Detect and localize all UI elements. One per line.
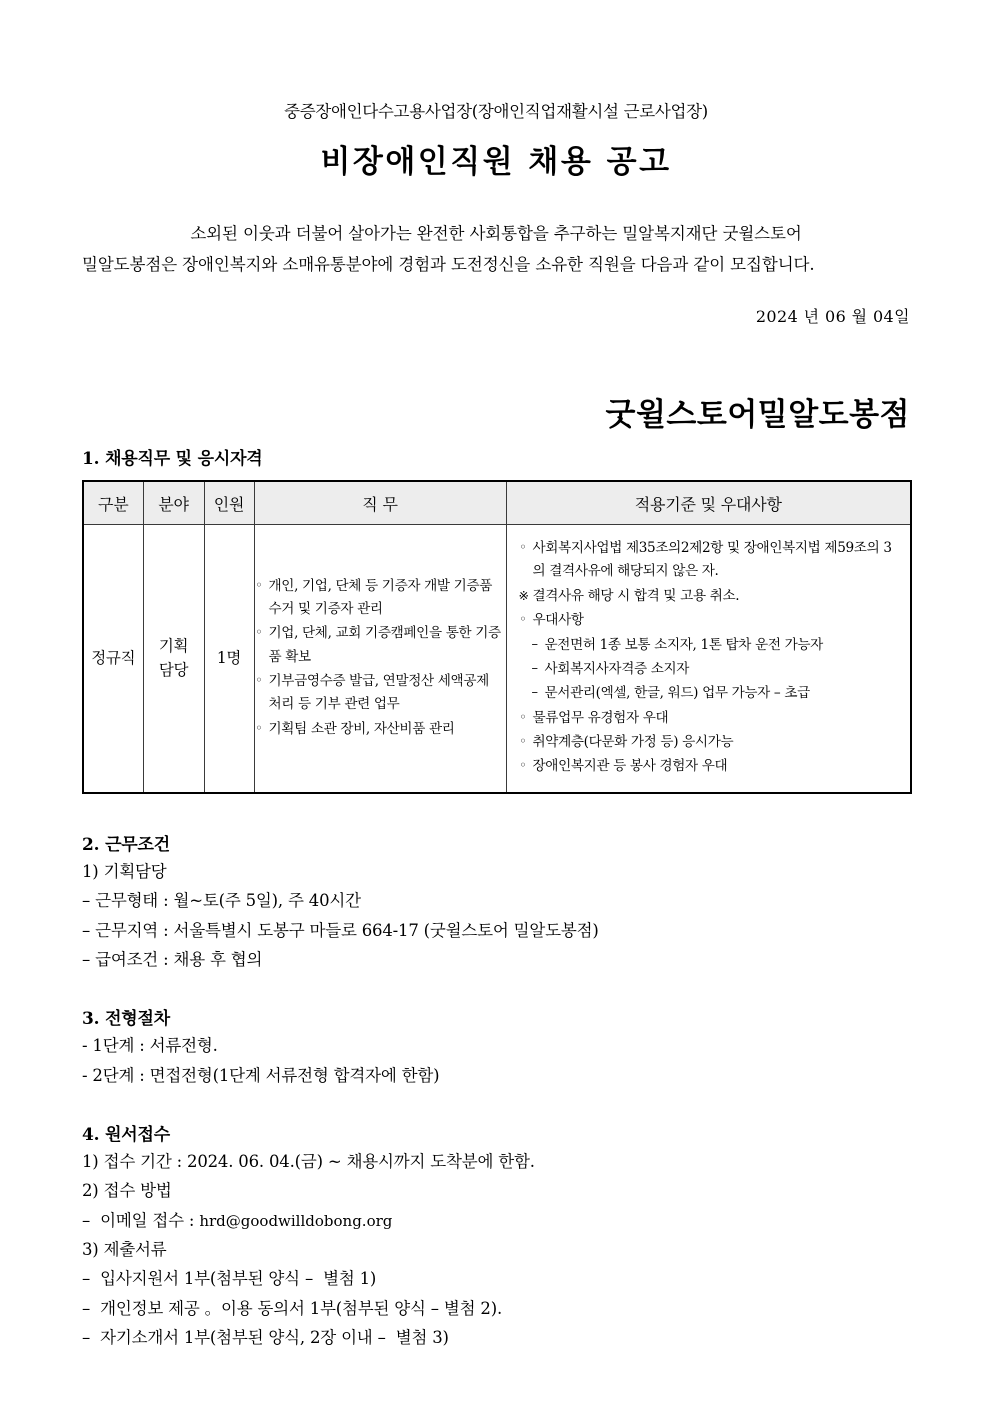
cell-duties	[254, 525, 506, 793]
section-3-title: 전형절차	[105, 1009, 170, 1030]
intro-line-1: 소외된 이웃과 더불어 살아가는 완전한 사회통합을 추구하는 밀알복지재단 굿윌스토어	[190, 224, 802, 243]
column-header-bunya: 분야	[143, 481, 204, 525]
criteria-item: ◦ 사회복지사업법 제35조의2제2항 및 장애인복지법 제59조의 3의 결격사유에 해당되지 않은 자.	[519, 537, 903, 584]
table-row	[83, 525, 911, 793]
required-documents-label: 3) 제출서류	[82, 1240, 167, 1260]
table-header-row	[83, 481, 911, 525]
section-4-body	[82, 1145, 910, 1353]
cell-headcount: 1명	[204, 525, 254, 793]
spacer	[82, 974, 910, 994]
document-item-line: – 자기소개서 1부(첨부된 양식, 2장 이내 – 별첨 3)	[82, 1328, 449, 1348]
cell-employment-type: 정규직	[83, 525, 143, 793]
intro-paragraph	[82, 181, 910, 280]
work-condition-line: 1) 기획담당	[82, 861, 167, 881]
work-condition-line: – 근무형태 : 월~토(주 5일), 주 40시간	[82, 891, 361, 911]
criteria-item: – 문서관리(엑셀, 한글, 워드) 업무 가능자 – 초급	[519, 682, 903, 705]
column-header-gijun: 적용기준 및 우대사항	[506, 481, 911, 525]
section-1-title: 채용직무 및 응시자격	[105, 449, 263, 470]
section-2-heading	[82, 820, 910, 855]
section-3-number: 3.	[82, 1009, 100, 1030]
document-item-line: – 개인정보 제공 。이용 동의서 1부(첨부된 양식 – 별첨 2).	[82, 1298, 503, 1318]
selection-step-line: - 1단계 : 서류전형.	[82, 1036, 218, 1056]
selection-step-line: - 2단계 : 면접전형(1단계 서류전형 합격자에 한함)	[82, 1065, 440, 1085]
criteria-item: – 운전면허 1종 보통 소지자, 1톤 탑차 운전 가능자	[519, 634, 903, 657]
criteria-item: ◦ 물류업무 유경험자 우대	[519, 707, 903, 730]
document-item-line: – 입사지원서 1부(첨부된 양식 – 별첨 1)	[82, 1269, 377, 1289]
work-condition-line: – 근무지역 : 서울특별시 도봉구 마들로 664-17 (굿윌스토어 밀알도봉점)	[82, 920, 599, 940]
criteria-item: ※ 결격사유 해당 시 합격 및 고용 취소.	[519, 585, 903, 608]
criteria-item: ◦ 우대사항	[519, 609, 903, 632]
posting-date: 2024 년 06 월 04일	[755, 307, 910, 327]
application-period: 1) 접수 기간 : 2024. 06. 04.(금) ~ 채용시까지 도착분에 한함.	[82, 1151, 535, 1171]
duty-item: ◦ 기부금영수증 발급, 연말정산 세액공제 처리 등 기부 관련 업무	[255, 670, 506, 717]
section-3-body	[82, 1029, 910, 1090]
section-1-number: 1.	[82, 449, 100, 470]
section-4-title: 원서접수	[105, 1124, 170, 1145]
work-condition-line: – 급여조건 : 채용 후 협의	[82, 949, 263, 969]
column-header-inwon: 인원	[204, 481, 254, 525]
spacer	[82, 1090, 910, 1110]
email-label: – 이메일 접수 :	[82, 1210, 200, 1230]
section-3-heading	[82, 994, 910, 1029]
email-address[interactable]: hrd@goodwilldobong.org	[199, 1211, 393, 1230]
application-method-label: 2) 접수 방법	[82, 1181, 172, 1201]
section-1-heading	[82, 434, 910, 469]
cell-field	[143, 525, 204, 793]
criteria-item: ◦ 장애인복지관 등 봉사 경험자 우대	[519, 755, 903, 778]
cell-field-line-1: 기획	[158, 637, 189, 656]
required-documents-list	[82, 1264, 910, 1352]
application-email-row	[82, 1206, 910, 1235]
criteria-item: – 사회복지사자격증 소지자	[519, 658, 903, 681]
cell-field-line-2: 담당	[158, 661, 189, 680]
criteria-item: ◦ 취약계층(다문화 가정 등) 응시가능	[519, 731, 903, 754]
section-4-heading	[82, 1110, 910, 1145]
duties-list	[255, 575, 506, 742]
spacer	[82, 794, 910, 820]
section-4-number: 4.	[82, 1124, 100, 1145]
criteria-list	[519, 537, 903, 779]
section-2-number: 2.	[82, 834, 100, 855]
duty-item: ◦ 개인, 기업, 단체 등 기증자 개발 기증품 수거 및 기증자 관리	[255, 575, 506, 622]
section-2-title: 근무조건	[105, 834, 170, 855]
column-header-gubun: 구분	[83, 481, 143, 525]
section-2-body	[82, 855, 910, 974]
document-title: 비장애인직원 채용 공고	[320, 144, 672, 180]
document-subtitle: 중증장애인다수고용사업장(장애인직업재활시설 근로사업장)	[284, 102, 708, 121]
duty-item: ◦ 기획팀 소관 장비, 자산비품 관리	[255, 718, 506, 741]
column-header-jikmu: 직 무	[254, 481, 506, 525]
store-name: 굿윌스토어밀알도봉점	[605, 397, 910, 434]
recruitment-table	[82, 480, 912, 794]
cell-criteria	[506, 525, 911, 793]
duty-item: ◦ 기업, 단체, 교회 기증캠페인을 통한 기증품 확보	[255, 622, 506, 669]
intro-line-2: 밀알도봉점은 장애인복지와 소매유통분야에 경험과 도전정신을 소유한 직원을 다음과 같이 모집합니다.	[82, 254, 815, 274]
